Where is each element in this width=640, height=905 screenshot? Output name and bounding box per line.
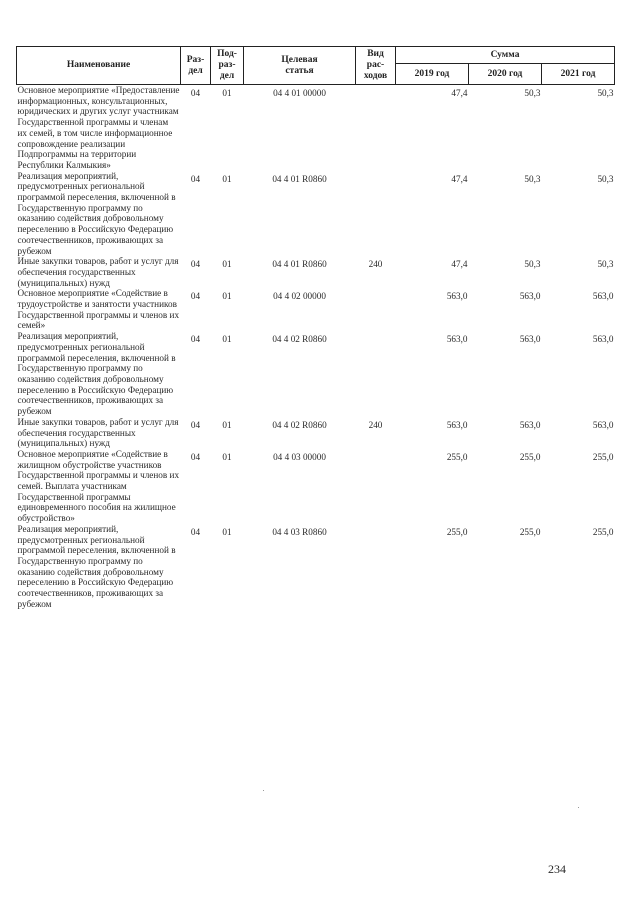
row-name: Основное мероприятие «Предоставление информационных, консультационных, юридических и других услуг участникам Государственной программы и членам их семей, в том числе информационное сопровождение реализации Подпрограммы на территории Республики Калмыкия» <box>17 85 180 170</box>
row-sum-2020: 255,0 <box>519 526 541 537</box>
row-vid: 240 <box>368 259 383 270</box>
row-vid <box>356 171 396 257</box>
table-row <box>17 288 615 331</box>
header-name: Наименование <box>17 47 181 85</box>
row-podrazdel: 01 <box>222 88 232 98</box>
row-sum-2019: 563,0 <box>446 291 468 302</box>
row-vid <box>356 85 396 171</box>
table-row <box>17 449 615 524</box>
row-podrazdel: 01 <box>222 419 232 430</box>
row-razdel: 04 <box>190 291 201 302</box>
header-2021: 2021 год <box>542 64 615 85</box>
row-sum-2021: 255,0 <box>592 451 614 462</box>
row-sum-2020: 50,3 <box>524 173 541 184</box>
header-2019: 2019 год <box>396 64 469 85</box>
row-podrazdel: 01 <box>222 451 232 462</box>
row-sum-2019: 563,0 <box>446 334 468 345</box>
header-vid: Вид рас- ходов <box>356 47 396 85</box>
row-vid <box>356 331 396 417</box>
row-sum-2019: 47,4 <box>451 88 468 98</box>
row-razdel: 04 <box>190 451 201 462</box>
row-sum-2021: 50,3 <box>597 173 614 184</box>
row-sum-2020: 50,3 <box>524 259 541 270</box>
row-sum-2021: 563,0 <box>592 334 614 345</box>
row-target: 04 4 02 R0860 <box>272 334 327 345</box>
row-name: Реализация мероприятий, предусмотренных региональной программой переселения, включенной в Государственную программу по оказанию содействия добровольному переселению в Российскую Федерацию соотечественников, проживающих за рубежом <box>17 331 176 417</box>
row-podrazdel: 01 <box>222 173 232 184</box>
table-row <box>17 171 615 257</box>
row-vid: 240 <box>368 419 383 430</box>
scan-speck <box>263 790 264 791</box>
row-target: 04 4 03 R0860 <box>272 526 327 537</box>
table-row <box>17 417 615 449</box>
row-name: Реализация мероприятий, предусмотренных региональной программой переселения, включенной в Государственную программу по оказанию содействия добровольному переселению в Российскую Федерацию соотечественников, проживающих за рубежом <box>17 523 176 609</box>
row-target: 04 4 01 R0860 <box>272 173 327 184</box>
row-podrazdel: 01 <box>222 334 232 345</box>
row-sum-2019: 255,0 <box>446 451 468 462</box>
table-row <box>17 331 615 417</box>
row-name: Основное мероприятие «Содействие в трудоустройстве и занятости участников Государственной программы и членов их семей» <box>17 288 180 331</box>
row-vid <box>356 449 396 524</box>
table-row <box>17 524 615 610</box>
page-number: 234 <box>548 862 566 876</box>
row-vid <box>356 288 396 331</box>
header-podrazdel: Под- раз- дел <box>211 47 244 85</box>
row-razdel: 04 <box>190 88 201 98</box>
row-sum-2020: 563,0 <box>519 419 541 430</box>
budget-table <box>16 46 615 609</box>
row-razdel: 04 <box>190 419 201 430</box>
row-sum-2019: 563,0 <box>446 419 468 430</box>
table-body <box>17 85 615 610</box>
row-razdel: 04 <box>190 173 201 184</box>
row-sum-2021: 50,3 <box>597 259 614 270</box>
row-target: 04 4 01 R0860 <box>272 259 327 270</box>
header-2020: 2020 год <box>469 64 542 85</box>
row-sum-2019: 255,0 <box>446 526 468 537</box>
table-header <box>17 47 615 85</box>
header-razdel: Раз- дел <box>181 47 211 85</box>
header-sum: Сумма <box>396 47 615 64</box>
row-sum-2019: 47,4 <box>451 173 468 184</box>
row-name: Иные закупки товаров, работ и услуг для обеспечения государственных (муниципальных) нужд <box>17 256 179 288</box>
row-name: Основное мероприятие «Содействие в жилищном обустройстве участников Государственной программы и членов их семей. Выплата участникам Государственной программы единовременного пособия на жилищное обустройство» <box>17 448 180 524</box>
row-sum-2019: 47,4 <box>451 259 468 270</box>
row-sum-2020: 563,0 <box>519 291 541 302</box>
scan-speck <box>578 807 579 808</box>
row-podrazdel: 01 <box>222 526 232 537</box>
row-sum-2021: 255,0 <box>592 526 614 537</box>
row-target: 04 4 02 00000 <box>273 291 326 302</box>
row-podrazdel: 01 <box>222 259 232 270</box>
row-sum-2021: 563,0 <box>592 291 614 302</box>
row-target: 04 4 01 00000 <box>273 88 326 98</box>
header-target: Целевая статья <box>244 47 356 85</box>
table-row <box>17 256 615 288</box>
row-target: 04 4 02 R0860 <box>272 419 327 430</box>
row-sum-2020: 563,0 <box>519 334 541 345</box>
row-name: Реализация мероприятий, предусмотренных региональной программой переселения, включенной в Государственную программу по оказанию содействия добровольному переселению в Российскую Федерацию соотечественников, проживающих за рубежом <box>17 170 176 256</box>
row-sum-2021: 563,0 <box>592 419 614 430</box>
row-vid <box>356 524 396 610</box>
row-razdel: 04 <box>190 259 201 270</box>
row-razdel: 04 <box>190 526 201 537</box>
row-name: Иные закупки товаров, работ и услуг для обеспечения государственных (муниципальных) нужд <box>17 416 179 449</box>
row-razdel: 04 <box>190 334 201 345</box>
table-row <box>17 85 615 171</box>
row-podrazdel: 01 <box>222 291 232 302</box>
row-sum-2020: 255,0 <box>519 451 541 462</box>
row-sum-2020: 50,3 <box>524 88 541 98</box>
row-target: 04 4 03 00000 <box>273 451 326 462</box>
row-sum-2021: 50,3 <box>597 88 614 98</box>
